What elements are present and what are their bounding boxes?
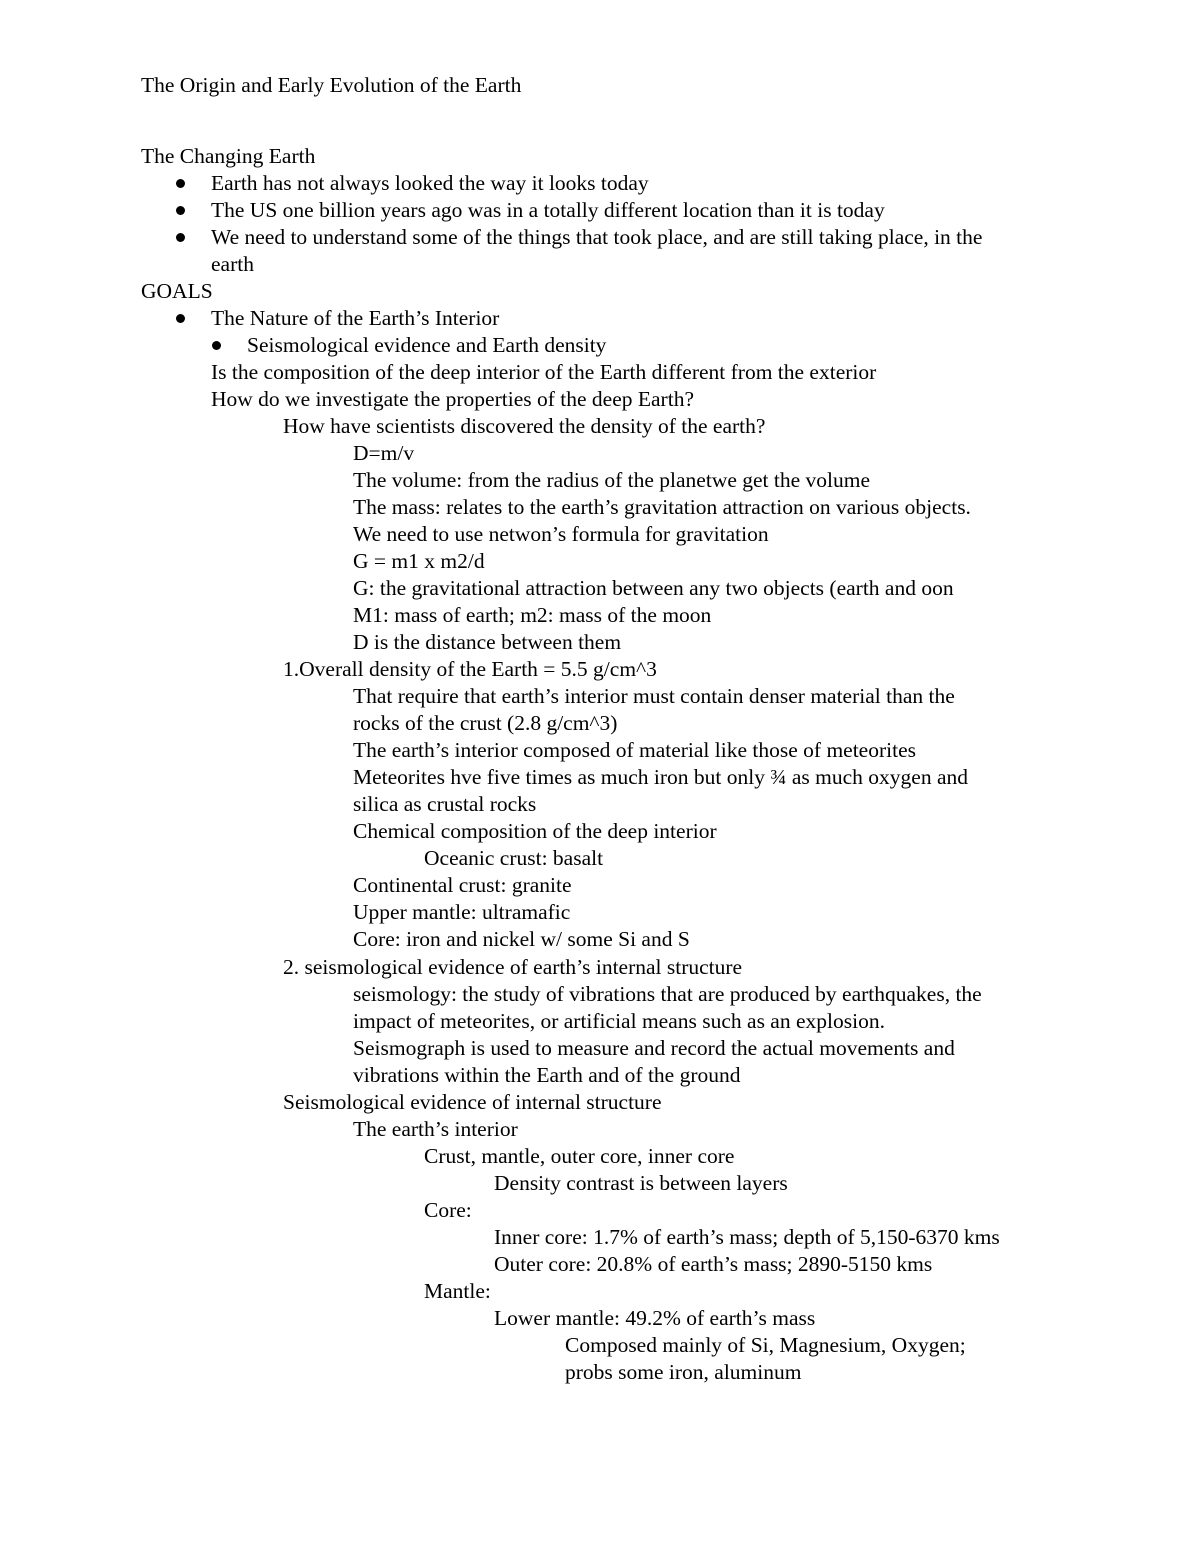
- document-line: How have scientists discovered the density of the earth?: [283, 414, 766, 438]
- document-line: Continental crust: granite: [353, 873, 572, 897]
- document-line: Inner core: 1.7% of earth’s mass; depth of 5,150-6370 kms: [494, 1225, 1000, 1249]
- bullet-icon: [176, 179, 185, 188]
- document-line: silica as crustal rocks: [353, 792, 537, 816]
- document-line: Core: iron and nickel w/ some Si and S: [353, 927, 690, 951]
- document-line: Meteorites hve five times as much iron but only ¾ as much oxygen and: [353, 765, 969, 789]
- document-line: Seismological evidence of internal structure: [283, 1090, 662, 1114]
- bullet-icon: [176, 314, 185, 323]
- document-line: D is the distance between them: [353, 630, 622, 654]
- document-line: G: the gravitational attraction between any two objects (earth and oon: [353, 576, 954, 600]
- bullet-icon: [212, 341, 221, 350]
- document-line: The earth’s interior composed of material like those of meteorites: [353, 738, 916, 762]
- document-line: impact of meteorites, or artificial means such as an explosion.: [353, 1009, 885, 1033]
- document-line: Is the composition of the deep interior of the Earth different from the exterior: [211, 360, 877, 384]
- document-line: Upper mantle: ultramafic: [353, 900, 571, 924]
- document-line: Lower mantle: 49.2% of earth’s mass: [494, 1306, 816, 1330]
- document-line: D=m/v: [353, 441, 415, 465]
- document-line: Seismological evidence and Earth density: [247, 333, 607, 357]
- document-line: rocks of the crust (2.8 g/cm^3): [353, 711, 618, 735]
- document-line: vibrations within the Earth and of the ground: [353, 1063, 741, 1087]
- document-line: That require that earth’s interior must contain denser material than the: [353, 684, 955, 708]
- document-line: seismology: the study of vibrations that are produced by earthquakes, the: [353, 982, 982, 1006]
- document-line: Core:: [424, 1198, 472, 1222]
- document-line: Density contrast is between layers: [494, 1171, 788, 1195]
- document-line: We need to understand some of the things that took place, and are still taking place, in the: [211, 225, 983, 249]
- document-line: The US one billion years ago was in a totally different location than it is today: [211, 198, 885, 222]
- document-line: Composed mainly of Si, Magnesium, Oxygen;: [565, 1333, 966, 1357]
- document-line: probs some iron, aluminum: [565, 1360, 802, 1384]
- document-line: Chemical composition of the deep interior: [353, 819, 717, 843]
- document-line: GOALS: [141, 279, 213, 303]
- document-line: The volume: from the radius of the planetwe get the volume: [353, 468, 871, 492]
- document-line: Crust, mantle, outer core, inner core: [424, 1144, 735, 1168]
- document-line: earth: [211, 252, 254, 276]
- document-line: We need to use netwon’s formula for gravitation: [353, 522, 769, 546]
- document-line: G = m1 x m2/d: [353, 549, 485, 573]
- document-line: M1: mass of earth; m2: mass of the moon: [353, 603, 712, 627]
- document-line: The mass: relates to the earth’s gravitation attraction on various objects.: [353, 495, 971, 519]
- document-line: Outer core: 20.8% of earth’s mass; 2890-5150 kms: [494, 1252, 933, 1276]
- bullet-icon: [176, 206, 185, 215]
- document-line: The Nature of the Earth’s Interior: [211, 306, 500, 330]
- document-title: The Origin and Early Evolution of the Earth: [141, 73, 522, 97]
- document-line: Earth has not always looked the way it looks today: [211, 171, 649, 195]
- document-line: The earth’s interior: [353, 1117, 518, 1141]
- bullet-icon: [176, 233, 185, 242]
- document-line: Mantle:: [424, 1279, 491, 1303]
- document-line: 1.Overall density of the Earth = 5.5 g/cm^3: [283, 657, 657, 681]
- document-line: Seismograph is used to measure and record the actual movements and: [353, 1036, 955, 1060]
- document-line: How do we investigate the properties of the deep Earth?: [211, 387, 694, 411]
- document-line: The Changing Earth: [141, 144, 316, 168]
- document-line: Oceanic crust: basalt: [424, 846, 604, 870]
- document-line: 2. seismological evidence of earth’s internal structure: [283, 955, 743, 979]
